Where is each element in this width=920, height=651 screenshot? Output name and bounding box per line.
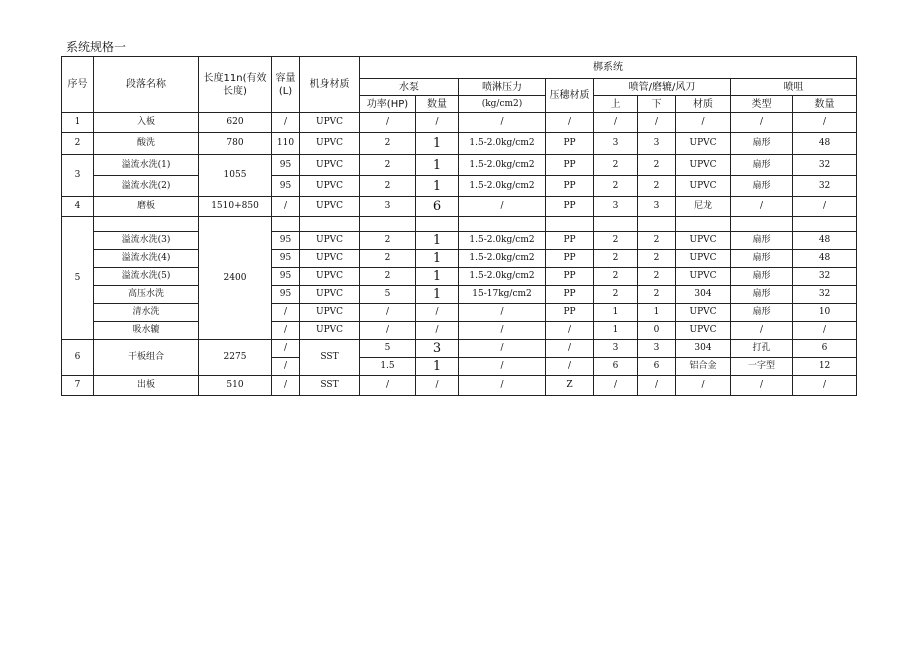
header-nozzle: 喷咀	[731, 79, 857, 96]
cell-pressure: 1.5-2.0kg/cm2	[459, 232, 546, 250]
cell-material: UPVC	[300, 197, 360, 217]
cell-qty: /	[416, 113, 459, 133]
cell-roller: /	[546, 340, 594, 358]
cell-seq: 2	[62, 133, 94, 155]
cell-count: 6	[793, 340, 857, 358]
cell-seq: 7	[62, 376, 94, 396]
table-row-blank	[62, 217, 857, 232]
header-nozzle-group: 喷管/磨辘/风刀	[594, 79, 731, 96]
cell-name: 出板	[94, 376, 199, 396]
table-row	[62, 286, 857, 304]
cell-pressure: 1.5-2.0kg/cm2	[459, 133, 546, 155]
cell-type: 扇形	[731, 304, 793, 322]
cell-count: 32	[793, 268, 857, 286]
cell-capacity: 95	[272, 286, 300, 304]
cell-material: UPVC	[300, 250, 360, 268]
cell-qty: 6	[416, 197, 459, 217]
table-row	[62, 176, 857, 197]
cell-roller: PP	[546, 197, 594, 217]
cell-nozzle-material: /	[676, 113, 731, 133]
cell-name: 溢流水洗(2)	[94, 176, 199, 197]
cell-power: /	[360, 304, 416, 322]
cell-roller: PP	[546, 133, 594, 155]
cell-lower: 0	[638, 322, 676, 340]
cell-roller: /	[546, 358, 594, 376]
cell-pressure: 15-17kg/cm2	[459, 286, 546, 304]
cell-nozzle-material: UPVC	[676, 155, 731, 176]
cell-empty	[594, 217, 638, 232]
cell-qty: 1	[416, 155, 459, 176]
cell-lower: 3	[638, 133, 676, 155]
cell-capacity: 95	[272, 176, 300, 197]
cell-count: 48	[793, 232, 857, 250]
cell-empty	[793, 217, 857, 232]
cell-nozzle-material: UPVC	[676, 133, 731, 155]
spec-table	[61, 56, 857, 396]
cell-lower: /	[638, 113, 676, 133]
cell-nozzle-material: 铝合金	[676, 358, 731, 376]
cell-nozzle-material: UPVC	[676, 268, 731, 286]
cell-type: 扇形	[731, 155, 793, 176]
cell-name: 入板	[94, 113, 199, 133]
cell-empty	[416, 217, 459, 232]
cell-name: 溢流水洗(3)	[94, 232, 199, 250]
cell-pressure: 1.5-2.0kg/cm2	[459, 155, 546, 176]
cell-lower: 2	[638, 232, 676, 250]
cell-type: 一字型	[731, 358, 793, 376]
header-section: 段落名称	[94, 57, 199, 113]
cell-capacity: /	[272, 358, 300, 376]
cell-type: 扇形	[731, 250, 793, 268]
cell-name: 高压水洗	[94, 286, 199, 304]
cell-length: 780	[199, 133, 272, 155]
cell-name: 吸水辘	[94, 322, 199, 340]
cell-material: UPVC	[300, 268, 360, 286]
table-row	[62, 197, 857, 217]
cell-lower: 6	[638, 358, 676, 376]
cell-seq: 6	[62, 340, 94, 376]
cell-count: 32	[793, 176, 857, 197]
header-capacity: 容量(L)	[272, 57, 300, 113]
cell-pressure: 1.5-2.0kg/cm2	[459, 250, 546, 268]
cell-roller: PP	[546, 286, 594, 304]
cell-type: 扇形	[731, 176, 793, 197]
header-count: 数量	[793, 96, 857, 113]
cell-type: /	[731, 322, 793, 340]
cell-qty: /	[416, 304, 459, 322]
cell-type: /	[731, 376, 793, 396]
cell-empty	[459, 217, 546, 232]
cell-empty	[546, 217, 594, 232]
cell-upper: 2	[594, 155, 638, 176]
table-row	[62, 155, 857, 176]
header-spray-system: 梆系统	[360, 57, 857, 79]
cell-power: 1.5	[360, 358, 416, 376]
cell-pressure: /	[459, 340, 546, 358]
header-qty: 数量	[416, 96, 459, 113]
cell-roller: /	[546, 113, 594, 133]
cell-upper: /	[594, 113, 638, 133]
cell-count: /	[793, 197, 857, 217]
cell-capacity: 95	[272, 250, 300, 268]
cell-lower: 2	[638, 250, 676, 268]
cell-power: 5	[360, 286, 416, 304]
header-material: 材质	[676, 96, 731, 113]
cell-power: 2	[360, 232, 416, 250]
cell-length: 1510+850	[199, 197, 272, 217]
cell-power: 3	[360, 197, 416, 217]
cell-count: 12	[793, 358, 857, 376]
header-pressure: 喷淋压力	[459, 79, 546, 96]
cell-upper: 1	[594, 304, 638, 322]
cell-power: 2	[360, 133, 416, 155]
cell-type: /	[731, 197, 793, 217]
cell-name: 酸洗	[94, 133, 199, 155]
cell-lower: 3	[638, 197, 676, 217]
cell-name: 溢流水洗(5)	[94, 268, 199, 286]
cell-material: UPVC	[300, 155, 360, 176]
cell-length: 2275	[199, 340, 272, 376]
cell-qty: 1	[416, 176, 459, 197]
cell-material: UPVC	[300, 322, 360, 340]
cell-roller: PP	[546, 304, 594, 322]
cell-lower: 2	[638, 268, 676, 286]
cell-nozzle-material: /	[676, 376, 731, 396]
cell-length: 1055	[199, 155, 272, 197]
cell-power: 2	[360, 250, 416, 268]
cell-roller: PP	[546, 155, 594, 176]
cell-capacity: 95	[272, 232, 300, 250]
cell-length: 620	[199, 113, 272, 133]
cell-nozzle-material: UPVC	[676, 176, 731, 197]
cell-pressure: /	[459, 113, 546, 133]
header-pump: 水泵	[360, 79, 459, 96]
cell-nozzle-material: 304	[676, 286, 731, 304]
cell-empty	[638, 217, 676, 232]
table-row	[62, 250, 857, 268]
cell-lower: 2	[638, 286, 676, 304]
cell-power: /	[360, 376, 416, 396]
cell-qty: 1	[416, 133, 459, 155]
cell-nozzle-material: UPVC	[676, 250, 731, 268]
header-row-1	[62, 57, 857, 79]
cell-material: UPVC	[300, 286, 360, 304]
cell-upper: 2	[594, 232, 638, 250]
cell-pressure: /	[459, 376, 546, 396]
header-type: 类型	[731, 96, 793, 113]
cell-count: /	[793, 376, 857, 396]
cell-power: 2	[360, 176, 416, 197]
header-upper: 上	[594, 96, 638, 113]
cell-capacity: /	[272, 322, 300, 340]
header-body-material: 机身材质	[300, 57, 360, 113]
cell-pressure: 1.5-2.0kg/cm2	[459, 268, 546, 286]
header-lower: 下	[638, 96, 676, 113]
cell-material: UPVC	[300, 304, 360, 322]
cell-power: 2	[360, 268, 416, 286]
cell-roller: PP	[546, 232, 594, 250]
table-row	[62, 268, 857, 286]
cell-capacity: /	[272, 376, 300, 396]
cell-nozzle-material: UPVC	[676, 232, 731, 250]
document-title: 系统规格一	[66, 40, 127, 54]
cell-capacity: 95	[272, 155, 300, 176]
cell-lower: 2	[638, 155, 676, 176]
cell-capacity: /	[272, 113, 300, 133]
cell-roller: PP	[546, 176, 594, 197]
cell-length: 2400	[199, 217, 272, 340]
cell-upper: 1	[594, 322, 638, 340]
cell-material: UPVC	[300, 176, 360, 197]
cell-upper: 2	[594, 268, 638, 286]
cell-upper: /	[594, 376, 638, 396]
cell-pressure: /	[459, 358, 546, 376]
cell-length: 510	[199, 376, 272, 396]
cell-name: 磨板	[94, 197, 199, 217]
cell-upper: 3	[594, 133, 638, 155]
cell-capacity: /	[272, 304, 300, 322]
cell-empty	[272, 217, 300, 232]
cell-power: /	[360, 322, 416, 340]
cell-name: 溢流水洗(4)	[94, 250, 199, 268]
cell-count: 32	[793, 286, 857, 304]
cell-material: SST	[300, 376, 360, 396]
cell-type: 扇形	[731, 286, 793, 304]
cell-upper: 3	[594, 340, 638, 358]
cell-nozzle-material: 304	[676, 340, 731, 358]
table-row	[62, 322, 857, 340]
cell-power: 5	[360, 340, 416, 358]
cell-seq: 3	[62, 155, 94, 197]
cell-nozzle-material: UPVC	[676, 322, 731, 340]
cell-count: 32	[793, 155, 857, 176]
cell-material: SST	[300, 340, 360, 376]
table-row	[62, 340, 857, 358]
cell-capacity: 95	[272, 268, 300, 286]
cell-lower: /	[638, 376, 676, 396]
cell-nozzle-material: UPVC	[676, 304, 731, 322]
table-row	[62, 232, 857, 250]
cell-capacity: /	[272, 197, 300, 217]
table-row	[62, 133, 857, 155]
cell-type: 扇形	[731, 133, 793, 155]
cell-power: /	[360, 113, 416, 133]
cell-upper: 3	[594, 197, 638, 217]
header-length: 长度11n(有效长度)	[199, 57, 272, 113]
cell-pressure: /	[459, 304, 546, 322]
cell-empty	[731, 217, 793, 232]
header-roller-material: 压穗材质	[546, 79, 594, 113]
cell-lower: 2	[638, 176, 676, 197]
cell-empty	[300, 217, 360, 232]
cell-upper: 2	[594, 176, 638, 197]
cell-qty: 1	[416, 286, 459, 304]
cell-lower: 3	[638, 340, 676, 358]
cell-roller: Z	[546, 376, 594, 396]
cell-pressure: /	[459, 322, 546, 340]
cell-count: 48	[793, 133, 857, 155]
table-row	[62, 304, 857, 322]
cell-name: 干板组合	[94, 340, 199, 376]
table-row	[62, 376, 857, 396]
cell-nozzle-material: 尼龙	[676, 197, 731, 217]
cell-capacity: /	[272, 340, 300, 358]
cell-material: UPVC	[300, 113, 360, 133]
cell-qty: /	[416, 376, 459, 396]
header-seq: 序号	[62, 57, 94, 113]
cell-seq: 4	[62, 197, 94, 217]
cell-qty: /	[416, 322, 459, 340]
cell-type: 扇形	[731, 232, 793, 250]
cell-upper: 6	[594, 358, 638, 376]
cell-qty: 1	[416, 358, 459, 376]
cell-pressure: 1.5-2.0kg/cm2	[459, 176, 546, 197]
cell-name: 溢流水洗(1)	[94, 155, 199, 176]
table-row	[62, 113, 857, 133]
cell-material: UPVC	[300, 133, 360, 155]
cell-empty	[360, 217, 416, 232]
cell-name: 清水洗	[94, 304, 199, 322]
cell-roller: /	[546, 322, 594, 340]
cell-count: 48	[793, 250, 857, 268]
cell-count: 10	[793, 304, 857, 322]
cell-seq: 5	[62, 217, 94, 340]
cell-upper: 2	[594, 286, 638, 304]
cell-qty: 1	[416, 250, 459, 268]
cell-upper: 2	[594, 250, 638, 268]
cell-name-empty	[94, 217, 199, 232]
cell-qty: 1	[416, 268, 459, 286]
cell-capacity: 110	[272, 133, 300, 155]
cell-power: 2	[360, 155, 416, 176]
cell-type: 扇形	[731, 268, 793, 286]
cell-roller: PP	[546, 250, 594, 268]
cell-roller: PP	[546, 268, 594, 286]
cell-type: /	[731, 113, 793, 133]
cell-count: /	[793, 113, 857, 133]
cell-seq: 1	[62, 113, 94, 133]
cell-qty: 3	[416, 340, 459, 358]
header-power: 功率(HP)	[360, 96, 416, 113]
cell-material: UPVC	[300, 232, 360, 250]
header-pressure-unit: (kg/cm2)	[459, 96, 546, 113]
cell-lower: 1	[638, 304, 676, 322]
cell-pressure: /	[459, 197, 546, 217]
cell-qty: 1	[416, 232, 459, 250]
cell-empty	[676, 217, 731, 232]
cell-count: /	[793, 322, 857, 340]
cell-type: 打孔	[731, 340, 793, 358]
